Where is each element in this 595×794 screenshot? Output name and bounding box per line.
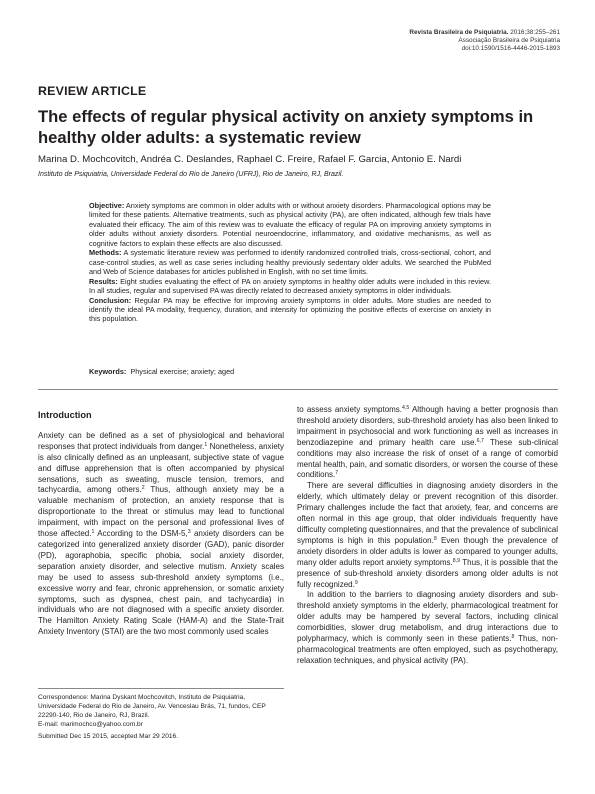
journal-publisher: Associação Brasileira de Psiquiatria: [458, 37, 560, 45]
results-text: Eight studies evaluating the effect of PA on anxiety symptoms in healthy older adults were included in this review. In all studies, regular and supervised PA was directly related to decreased anxiety symptoms in older individuals.: [89, 276, 491, 296]
text-run: Anxiety can be defined as a set of physiological and behavioral responses that protect individuals from danger.: [38, 430, 284, 451]
citation-ref[interactable]: 9: [354, 579, 358, 586]
text-run: to assess anxiety symptoms.: [297, 405, 403, 414]
keywords-value: Physical exercise; anxiety; aged: [130, 367, 235, 376]
text-run: anxiety disorders can be categorized into generalized anxiety disorder (GAD), panic disorder (PD), agoraphobia, specific phobia, social anxiety disorder, separation anxiety disorder, and selective mutism. Anxiety scales may be used to assess sub-threshold anxiety symptoms (i.e., excessive worry and fear, chronic apprehension, or somatic anxiety symptoms, such as dyspnea, chest pain, and tachycardia) in individuals who are not diagnosed with a specific anxiety disorder. The Hamilton Anxiety Rating Scale (HAM-A) and the State-Trait Anxiety Inventory (STAI) are the two most commonly used scales: [38, 529, 284, 637]
section-divider: [38, 389, 558, 390]
results-label: Results:: [89, 276, 118, 286]
journal-doi[interactable]: doi:10.1590/1516-4446-2015-1893: [461, 45, 560, 53]
abstract: [89, 201, 491, 324]
journal-header: [409, 29, 560, 54]
introduction-heading: Introduction: [38, 410, 92, 420]
article-title: The effects of regular physical activity on anxiety symptoms in healthy older adults: a systematic review: [38, 107, 534, 147]
text-run: Nonetheless, anxiety is also clinically defined as an unpleasant, subjective state of vague and diffuse apprehension that is often accompanied by physical sensations, such as sweating, muscle tension, tremors, and tachycardia, among others.: [38, 441, 284, 495]
text-run: In addition to the barriers to diagnosing anxiety disorders and sub-threshold anxiety symptoms in the elderly, pharmacological treatment for older adults may be hampered by several factors, including clinical comorbidities, slower drug metabolism, and drug interactions due to polypharmacy, which is commonly seen in these patients.: [297, 590, 558, 644]
intro-paragraph-3: [297, 590, 558, 666]
citation-ref[interactable]: 1: [91, 529, 95, 536]
citation-ref[interactable]: 4,5: [402, 405, 410, 411]
correspondence-footnote: [38, 694, 284, 742]
conclusion-label: Conclusion:: [89, 295, 132, 305]
citation-ref[interactable]: 2: [141, 485, 145, 492]
citation-ref[interactable]: 3: [187, 529, 191, 536]
abstract-results: [89, 277, 491, 296]
objective-label: Objective:: [89, 201, 125, 210]
text-run: These sub-clinical conditions may also increase the risk of onset of a range of comorbid mental health, pain, and somatic disorders, or worsen the course of these conditions.: [297, 437, 559, 480]
citation-ref[interactable]: 8: [433, 535, 437, 542]
journal-citation: [409, 29, 560, 37]
citation-ref[interactable]: 8,9: [452, 557, 460, 564]
correspondence-address: Correspondence: Marina Dyskant Mochcovitch, Instituto de Psiquiatria, Universidade Federal do Rio de Janeiro, Av. Venceslau Brás, 71, fundos, CEP 22290-140, Rio de Janeiro, RJ, Brazil.: [38, 694, 266, 719]
methods-label: Methods:: [89, 248, 122, 258]
conclusion-text: Regular PA may be effective for improving anxiety symptoms in older adults. More studies are needed to identify the ideal PA modality, frequency, duration, and intensity for optimizing the positive effects of exercise on anxiety in this population.: [89, 295, 491, 324]
abstract-conclusion: [89, 296, 491, 324]
section-label: REVIEW ARTICLE: [38, 84, 147, 98]
citation-ref[interactable]: 6,7: [476, 437, 484, 444]
intro-paragraph-1: [38, 431, 284, 638]
journal-name: Revista Brasileira de Psiquiatria.: [409, 29, 509, 36]
abstract-methods: [89, 248, 491, 276]
right-column: [297, 405, 558, 667]
affiliation: Instituto de Psiquiatria, Universidade Federal do Rio de Janeiro (UFRJ), Rio de Janeiro, RJ, Brazil.: [38, 171, 344, 178]
text-run: According to the DSM-5,: [94, 529, 188, 539]
intro-paragraph-2: [297, 481, 558, 590]
text-run: Thus, although anxiety may be a valuable mechanism of protection, an anxiety response that is disproportionate to the threat or stimulus may lead to functional impairment, with impact on the personal and professional lives of those affected.: [38, 485, 285, 539]
intro-paragraph-1-cont: [297, 405, 558, 481]
keywords: [89, 367, 234, 376]
keywords-label: Keywords:: [89, 367, 127, 376]
objective-text: Anxiety symptoms are common in older adults with or without anxiety disorders. Pharmacological options may be limited for these patients. Alternative treatments, such as physical activity (PA), are often indicated, although few trials have evaluated their efficacy. The aim of this review was to evaluate the efficacy of regular PA on improving anxiety symptoms in older adults without anxiety disorders. Potential neuroendocrine, inflammatory, and oxidative mechanisms, as well as cognitive factors to explain these effects are also discussed.: [89, 201, 491, 248]
text-run: Thus, non-pharmacological treatments are often employed, such as psychotherapy, relaxation techniques, and physical activity (PA).: [297, 634, 558, 665]
citation-ref[interactable]: 7: [335, 470, 339, 477]
text-run: Although having a better prognosis than threshold anxiety disorders, sub-threshold anxiety has also been linked to impairment in psychosocial and work functioning as well as increases in benzodiazepine and primary health care use.: [297, 405, 558, 447]
journal-issue: 2016;38:255–261: [508, 29, 560, 36]
text-run: Even though the prevalence of anxiety disorders in older adults is lower as compared to younger adults, many older adults report anxiety symptoms.: [297, 535, 558, 567]
author-list: Marina D. Mochcovitch, Andréa C. Deslandes, Raphael C. Freire, Rafael F. Garcia, Antonio E. Nardi: [38, 154, 462, 165]
text-run: Thus, it is possible that the presence of sub-threshold anxiety disorders among older adults is not fully recognized.: [297, 557, 559, 589]
left-column: [38, 410, 284, 638]
abstract-objective: [89, 201, 491, 248]
citation-ref[interactable]: 1: [204, 441, 208, 448]
methods-text: A systematic literature review was performed to identify randomized controlled trials, cross-sectional, cohort, and case-control studies, as well as case series including healthy previously sedentary older adults. We searched the PubMed and Web of Science databases for articles published in English, with no set time limits.: [89, 248, 491, 277]
correspondence-email[interactable]: E-mail: marimochco@yahoo.com.br: [38, 720, 143, 728]
footnote-divider: [38, 688, 284, 689]
text-run: There are several difficulties in diagnosing anxiety disorders in the elderly, which ultimately delay or prevent recognition of this disorder. Primary challenges include the fact that anxiety, fear, and concerns are often normal in this age group, that older individuals frequently have difficulty completing questionnaires, and that the prevalence of subclinical symptoms is high in this population.: [297, 481, 558, 545]
citation-ref[interactable]: 8: [511, 634, 515, 641]
submission-dates: Submitted Dec 15 2015, accepted Mar 29 2016.: [38, 732, 179, 740]
